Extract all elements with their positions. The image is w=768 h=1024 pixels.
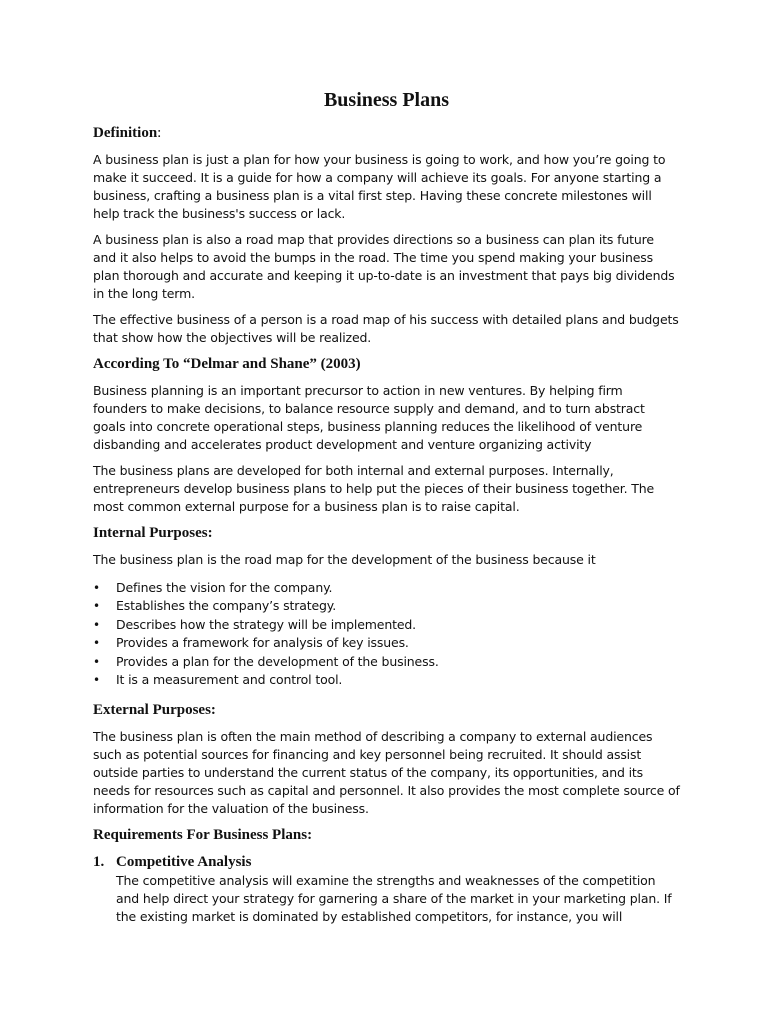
list-item-text: Provides a framework for analysis of key issues. — [116, 635, 409, 651]
definition-paragraph-3: The effective business of a person is a road map of his success with detailed plans and budgets that show how the objectives will be realized. — [93, 312, 679, 345]
definition-paragraph-1: A business plan is just a plan for how your business is going to work, and how you’re going to make it succeed. It is a guide for how a company will achieve its goals. For anyone starting a business, crafting a business plan is a vital first step. Having these concrete milestones will help track the business's success or lack. — [93, 152, 666, 221]
requirement-item-text: The competitive analysis will examine the strengths and weaknesses of the competition and help direct your strategy for garnering a share of the market in your marketing plan. If the existing market is dominated by established competitors, for instance, you will — [116, 873, 672, 925]
list-item-text: It is a measurement and control tool. — [116, 672, 343, 688]
list-item — [93, 653, 680, 671]
heading-internal-text: Internal Purposes — [93, 525, 208, 541]
internal-bullet-list — [93, 579, 680, 689]
heading-external-text: External Purposes — [93, 702, 211, 719]
requirement-item-heading — [93, 853, 680, 872]
bullet-icon: • — [93, 617, 100, 632]
bullet-icon: • — [93, 581, 100, 595]
list-item — [93, 634, 680, 652]
requirement-item — [93, 853, 680, 926]
requirement-item-number: 1. — [93, 854, 105, 871]
bullet-icon: • — [93, 673, 100, 688]
heading-definition — [93, 124, 680, 143]
list-item — [93, 671, 680, 689]
heading-internal-colon: : — [207, 525, 213, 541]
list-item-text: Defines the vision for the company. — [116, 580, 333, 595]
heading-external-colon: : — [210, 702, 216, 719]
bullet-icon: • — [93, 599, 100, 614]
list-item — [93, 616, 680, 634]
definition-paragraph-2: A business plan is also a road map that provides directions so a business can plan its future and it also helps to avoid the bumps in the road. The time you spend making your business plan thorough and accurate and keeping it up-to-date is an investment that pays big dividends in the long term. — [93, 232, 675, 301]
requirement-item-title: Competitive Analysis — [116, 854, 252, 871]
internal-intro: The business plan is the road map for the development of the business because it — [93, 552, 596, 567]
heading-requirements — [93, 826, 680, 845]
bullet-icon: • — [93, 636, 100, 651]
list-item — [93, 597, 680, 615]
bullet-icon: • — [93, 654, 100, 669]
heading-according: According To “Delmar and Shane” (2003) — [93, 356, 361, 372]
list-item-text: Provides a plan for the development of the business. — [116, 653, 439, 669]
according-paragraph-1: Business planning is an important precursor to action in new ventures. By helping firm founders to make decisions, to balance resource supply and demand, and to turn abstract goals into concrete operational steps, business planning reduces the likelihood of venture disbanding and accelerates product development and venture organizing activity — [93, 383, 645, 452]
document-title: Business Plans — [323, 89, 450, 111]
external-paragraph: The business plan is often the main method of describing a company to external audiences such as potential sources for financing and key personnel being recruited. It should assist outside parties to understand the current status of the company, its opportunities, and its needs for resources such as capital and personnel. It also provides the most complete source of information for the valuation of the business. — [93, 729, 680, 817]
list-item — [93, 579, 680, 597]
heading-requirements-text: Requirements For Business Plans — [93, 827, 308, 844]
according-paragraph-2: The business plans are developed for both internal and external purposes. Internally, entrepreneurs develop business plans to help put the pieces of their business together. The most common external purpose for a business plan is to raise capital. — [93, 463, 655, 514]
heading-definition-colon: : — [157, 125, 162, 141]
heading-definition-text: Definition — [93, 125, 158, 141]
heading-requirements-colon: : — [307, 827, 313, 844]
heading-internal-purposes — [93, 524, 680, 543]
list-item-text: Establishes the company’s strategy. — [116, 598, 337, 614]
heading-external-purposes — [93, 701, 680, 720]
list-item-text: Describes how the strategy will be implemented. — [116, 616, 416, 632]
